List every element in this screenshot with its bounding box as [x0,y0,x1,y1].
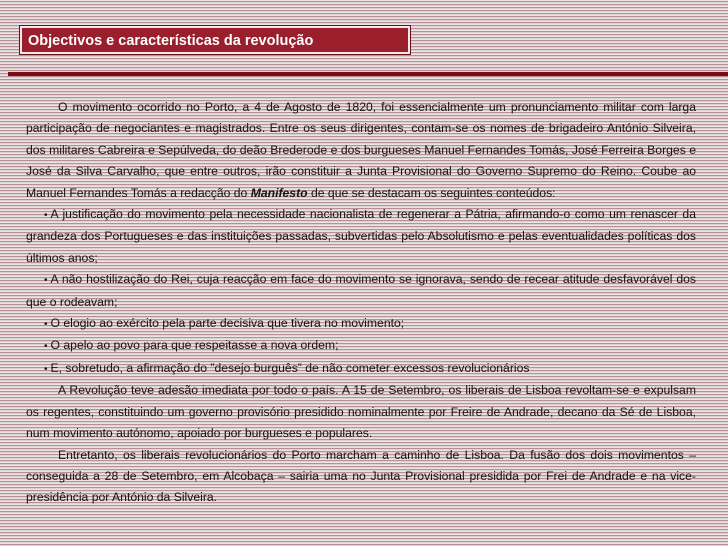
bullet-icon: • [44,341,48,353]
bullet-text: O apelo ao povo para que respeitasse a nova ordem; [50,338,339,353]
bullet-text: E, sobretudo, a afirmação do ”desejo burguês” de não cometer excessos revolucionários [50,360,530,375]
manifesto-emphasis: Manifesto [250,185,308,200]
paragraph-intro-end: de que se destacam os seguintes conteúdos: [307,185,556,200]
slide-body [26,97,696,509]
bullet-item [26,335,696,357]
bullet-item [26,269,696,313]
slide-title-box [20,26,410,54]
bullet-icon: • [44,275,48,287]
paragraph-intro-text: O movimento ocorrido no Porto, a 4 de Agosto de 1820, foi essencialmente um pronunciamento militar com larga participação de negociantes e magistrados. Entre os seus dirigentes, contam-se os nomes de brigadeiro António Silveira, dos militares Cabreira e Sepúlveda, do deão Brederode e dos burgueses Manuel Fernandes Tomás, José Ferreira Borges e José da Silva Carvalho, que entre outros, irão constituir a Junta Provisional do Governo Supremo do Reino. Coube ao Manuel Fernandes Tomás a redacção do [26,100,696,200]
bullet-icon: • [44,210,48,222]
bullet-icon: • [44,363,48,375]
bullet-item [26,204,696,269]
paragraph-adhesion: A Revolução teve adesão imediata por todo o país. A 15 de Setembro, os liberais de Lisboa revoltam-se e expulsam os regentes, constituindo um governo provisório presidido nominalmente por Freire de Andrade, decano da Sé de Lisboa, num movimento autónomo, apoiado por burgueses e populares. [26,383,696,441]
paragraph-intro [26,97,696,204]
title-divider [8,72,728,76]
bullet-item [26,358,696,380]
bullet-text: O elogio ao exército pela parte decisiva que tivera no movimento; [50,316,405,331]
bullet-icon: • [44,319,48,331]
bullet-text: A não hostilização do Rei, cuja reacção em face do movimento se ignorava, sendo de recear atitude desfavorável dos que o rodeavam; [26,272,696,309]
bullet-text: A justificação do movimento pela necessidade nacionalista de regenerar a Pátria, afirmando-o como um renascer da grandeza dos Portugueses e das instituições passadas, subvertidas pelo Absolutismo e pelas eventualidades políticas dos últimos anos; [26,207,696,265]
paragraph-fusion: Entretanto, os liberais revolucionários do Porto marcham a caminho de Lisboa. Da fusão dos dois movimentos – conseguida a 28 de Setembro, em Alcobaça – sairia uma no Junta Provisional presidida por Frei de Andrade e na vice-presidência por António da Silveira. [26,447,696,505]
bullet-item [26,313,696,335]
slide-title: Objectivos e características da revolução [28,33,314,49]
